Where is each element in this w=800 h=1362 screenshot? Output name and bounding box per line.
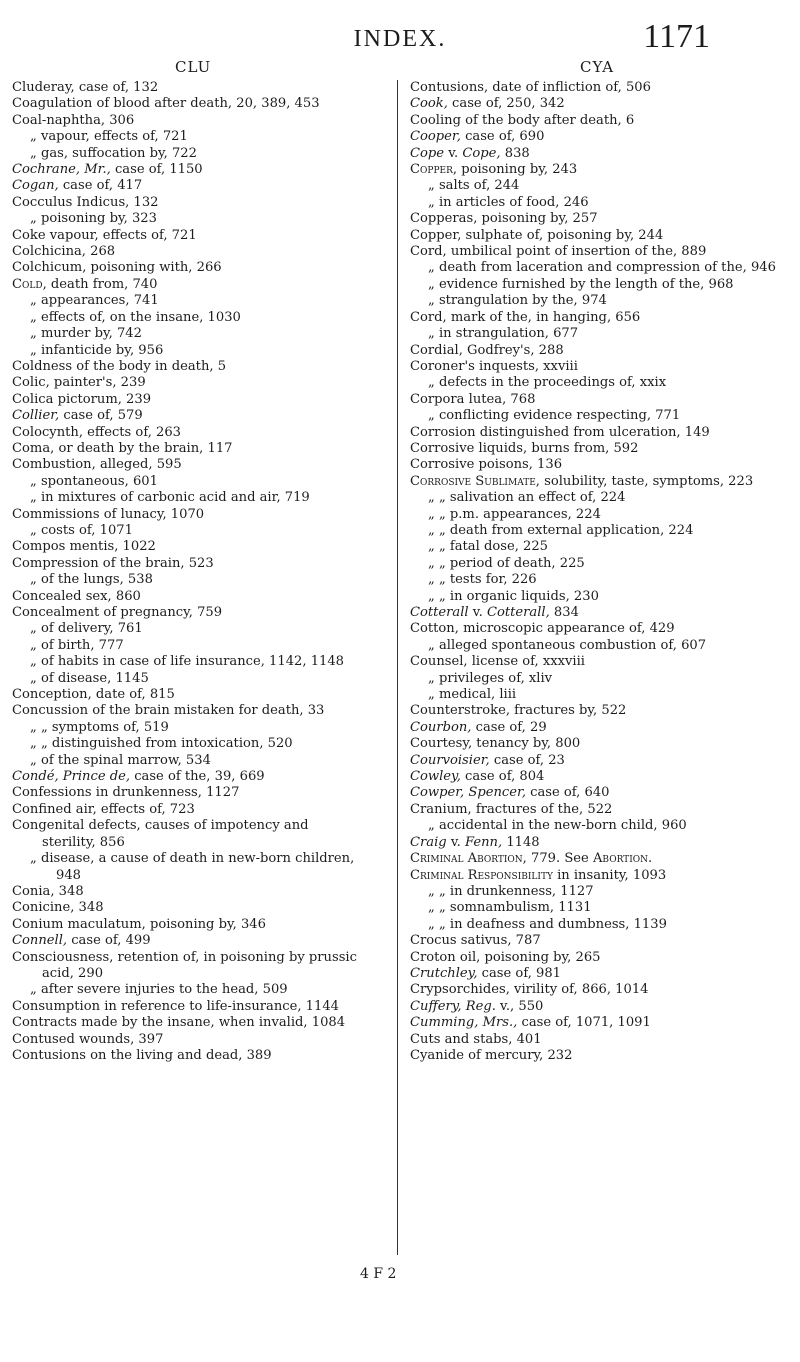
index-entry: Courtesy, tenancy by, 800 (410, 736, 581, 752)
index-entry: Coal-naphtha, 306 (12, 112, 135, 128)
page-title: INDEX. (353, 26, 447, 52)
index-entry: Condé, Prince de, case of the, 39, 669 (12, 769, 265, 785)
index-entry: Conium maculatum, poisoning by, 346 (12, 916, 266, 932)
index-entry: Cumming, Mrs., case of, 1071, 1091 (410, 1015, 651, 1031)
index-entry: „ conflicting evidence respecting, 771 (428, 408, 681, 424)
index-entry: Connell, case of, 499 (12, 933, 151, 949)
index-entry: „ „ distinguished from intoxication, 520 (30, 736, 293, 752)
right-column-heading: CYA (580, 58, 615, 76)
index-entry: Copper, sulphate of, poisoning by, 244 (410, 227, 664, 243)
index-entry: Cuts and stabs, 401 (410, 1031, 542, 1047)
index-entry: Contusions on the living and dead, 389 (12, 1047, 272, 1063)
index-entry: „ poisoning by, 323 (30, 211, 157, 227)
index-entry: „ defects in the proceedings of, xxix (428, 375, 667, 391)
index-entry: Concealed sex, 860 (12, 588, 141, 604)
index-entry: Conia, 348 (12, 883, 84, 899)
index-entry: Crutchley, case of, 981 (410, 965, 562, 981)
index-entry: Conicine, 348 (12, 900, 104, 916)
index-entry: Crypsorchides, virility of, 866, 1014 (410, 982, 649, 998)
index-entry: Criminal Abortion, 779. See Abortion. (410, 851, 653, 867)
index-entry: „ appearances, 741 (30, 293, 159, 309)
index-entry: Cord, umbilical point of insertion of the, 889 (410, 244, 707, 260)
index-entry: Cranium, fractures of the, 522 (410, 801, 613, 817)
index-entry: Cotterall v. Cotterall, 834 (410, 605, 579, 620)
index-entry: Cowley, case of, 804 (410, 769, 545, 785)
index-entry: Corrosive poisons, 136 (410, 457, 563, 473)
index-entry: Cyanide of mercury, 232 (410, 1047, 573, 1063)
index-entry: Counterstroke, fractures by, 522 (410, 703, 627, 719)
index-entry: „ strangulation by the, 974 (428, 293, 607, 309)
index-entry: „ spontaneous, 601 (30, 473, 158, 489)
index-entry: „ in mixtures of carbonic acid and air, 719 (30, 490, 310, 506)
index-entry: „ gas, suffocation by, 722 (30, 145, 197, 161)
index-entry: Contusions, date of infliction of, 506 (410, 80, 651, 95)
signature-mark: 4 F 2 (360, 1266, 397, 1282)
index-entry: „ in strangulation, 677 (428, 326, 579, 342)
index-entry: „ death from laceration and compression of the, 946 (428, 260, 776, 276)
index-entry: Consumption in reference to life-insurance, 1144 (12, 998, 339, 1014)
index-entry: „ infanticide by, 956 (30, 342, 164, 358)
index-entry: Coagulation of blood after death, 20, 389, 453 (12, 96, 320, 112)
page-number: 1171 (643, 18, 710, 55)
index-entry: „ „ fatal dose, 225 (428, 539, 549, 555)
index-entry: „ of the lungs, 538 (30, 572, 153, 588)
index-entry: Colchicina, 268 (12, 244, 116, 260)
index-entry: Concealment of pregnancy, 759 (12, 605, 223, 620)
index-entry: Craig v. Fenn, 1148 (410, 834, 540, 850)
index-entry: Cold, death from, 740 (12, 276, 158, 292)
index-entry: „ in articles of food, 246 (428, 194, 589, 210)
index-entry: Cogan, case of, 417 (12, 178, 143, 194)
index-entry: Courbon, case of, 29 (410, 719, 547, 735)
index-entry: Colic, painter's, 239 (12, 375, 146, 391)
index-entry: „ „ in drunkenness, 1127 (428, 883, 594, 899)
index-entry: Copperas, poisoning by, 257 (410, 211, 598, 227)
index-entry: Corrosive liquids, burns from, 592 (410, 440, 639, 456)
index-entry: Corrosive Sublimate, solubility, taste, symptoms, 223 (410, 473, 754, 489)
index-entry: „ „ period of death, 225 (428, 555, 585, 571)
index-entry: „ evidence furnished by the length of the, 968 (428, 276, 734, 292)
index-entry: Cooper, case of, 690 (410, 129, 545, 145)
index-entry: Criminal Responsibility in insanity, 1093 (410, 867, 667, 883)
index-entry: „ „ in organic liquids, 230 (428, 588, 599, 604)
index-entry: „ „ in deafness and dumbness, 1139 (428, 916, 667, 932)
index-entry: „ of disease, 1145 (30, 670, 149, 686)
index-entry: Cocculus Indicus, 132 (12, 194, 159, 210)
index-entry: Coldness of the body in death, 5 (12, 358, 227, 374)
index-entry: „ of delivery, 761 (30, 621, 143, 637)
index-entry: Compression of the brain, 523 (12, 555, 214, 571)
index-entry: Contused wounds, 397 (12, 1031, 164, 1047)
index-entry: Colchicum, poisoning with, 266 (12, 260, 222, 276)
index-entry: Concussion of the brain mistaken for death, 33 (12, 703, 325, 719)
index-entry: „ vapour, effects of, 721 (30, 129, 188, 145)
index-entry: Corpora lutea, 768 (410, 391, 536, 407)
index-entry: Conception, date of, 815 (12, 687, 175, 703)
index-entry: Croton oil, poisoning by, 265 (410, 949, 601, 965)
index-entry: Coke vapour, effects of, 721 (12, 227, 197, 243)
index-entry: Cord, mark of the, in hanging, 656 (410, 309, 641, 325)
index-entry: „ privileges of, xliv (428, 670, 553, 686)
index-entry: „ murder by, 742 (30, 326, 142, 342)
index-entry: „ of habits in case of life insurance, 1142, 1148 (30, 654, 345, 670)
index-entry: Cotton, microscopic appearance of, 429 (410, 621, 675, 637)
index-entry: „ of birth, 777 (30, 637, 124, 653)
index-entry: „ „ somnambulism, 1131 (428, 900, 592, 916)
left-column-heading: CLU (175, 58, 212, 76)
index-entry: Cope v. Cope, 838 (410, 145, 530, 161)
index-entry: „ „ symptoms of, 519 (30, 719, 169, 735)
index-entry: „ accidental in the new-born child, 960 (428, 818, 687, 834)
index-entry: „ salts of, 244 (428, 178, 520, 194)
index-entry: Coroner's inquests, xxviii (410, 358, 578, 374)
index-entry: Colocynth, effects of, 263 (12, 424, 182, 440)
index-entry: Cluderay, case of, 132 (12, 80, 159, 95)
index-entry: Counsel, license of, xxxviii (410, 654, 585, 670)
index-entry: Cook, case of, 250, 342 (410, 96, 565, 112)
index-entry: Crocus sativus, 787 (410, 933, 541, 949)
index-entry: Colica pictorum, 239 (12, 391, 152, 407)
index-entry: „ effects of, on the insane, 1030 (30, 309, 241, 325)
index-entry: „ „ salivation an effect of, 224 (428, 490, 626, 506)
index-entry: Cowper, Spencer, case of, 640 (410, 785, 610, 801)
index-entry: „ of the spinal marrow, 534 (30, 752, 211, 768)
index-entry: Contracts made by the insane, when invalid, 1084 (12, 1015, 346, 1031)
index-entry: Congenital defects, causes of impotency and sterility, 856 (12, 818, 309, 850)
index-entry: Compos mentis, 1022 (12, 539, 156, 555)
right-index-column (410, 80, 780, 1064)
index-entry: Commissions of lunacy, 1070 (12, 506, 205, 522)
index-entry: Confined air, effects of, 723 (12, 801, 195, 817)
index-entry: „ „ death from external application, 224 (428, 522, 694, 538)
index-entry: Cordial, Godfrey's, 288 (410, 342, 564, 358)
left-index-column (12, 80, 357, 1064)
index-entry: Copper, poisoning by, 243 (410, 162, 578, 178)
column-divider (397, 80, 398, 1255)
index-entry: Cochrane, Mr., case of, 1150 (12, 162, 203, 178)
page-header (0, 8, 800, 58)
index-entry: Collier, case of, 579 (12, 408, 143, 424)
index-entry: Consciousness, retention of, in poisoning by prussic acid, 290 (12, 949, 357, 981)
index-entry: „ after severe injuries to the head, 509 (30, 982, 288, 998)
index-entry: Confessions in drunkenness, 1127 (12, 785, 240, 801)
index-entry: Combustion, alleged, 595 (12, 457, 182, 473)
index-entry: Cooling of the body after death, 6 (410, 112, 635, 128)
index-entry: „ „ p.m. appearances, 224 (428, 506, 601, 522)
index-entry: Coma, or death by the brain, 117 (12, 440, 233, 456)
index-entry: „ medical, liii (428, 687, 517, 703)
index-entry: „ costs of, 1071 (30, 522, 133, 538)
index-entry: Corrosion distinguished from ulceration, 149 (410, 424, 710, 440)
index-entry: Cuffery, Reg. v., 550 (410, 998, 544, 1014)
index-entry: „ disease, a cause of death in new-born children, 948 (30, 851, 355, 883)
index-entry: „ alleged spontaneous combustion of, 607 (428, 637, 707, 653)
index-entry: Courvoisier, case of, 23 (410, 752, 565, 768)
index-entry: „ „ tests for, 226 (428, 572, 537, 588)
